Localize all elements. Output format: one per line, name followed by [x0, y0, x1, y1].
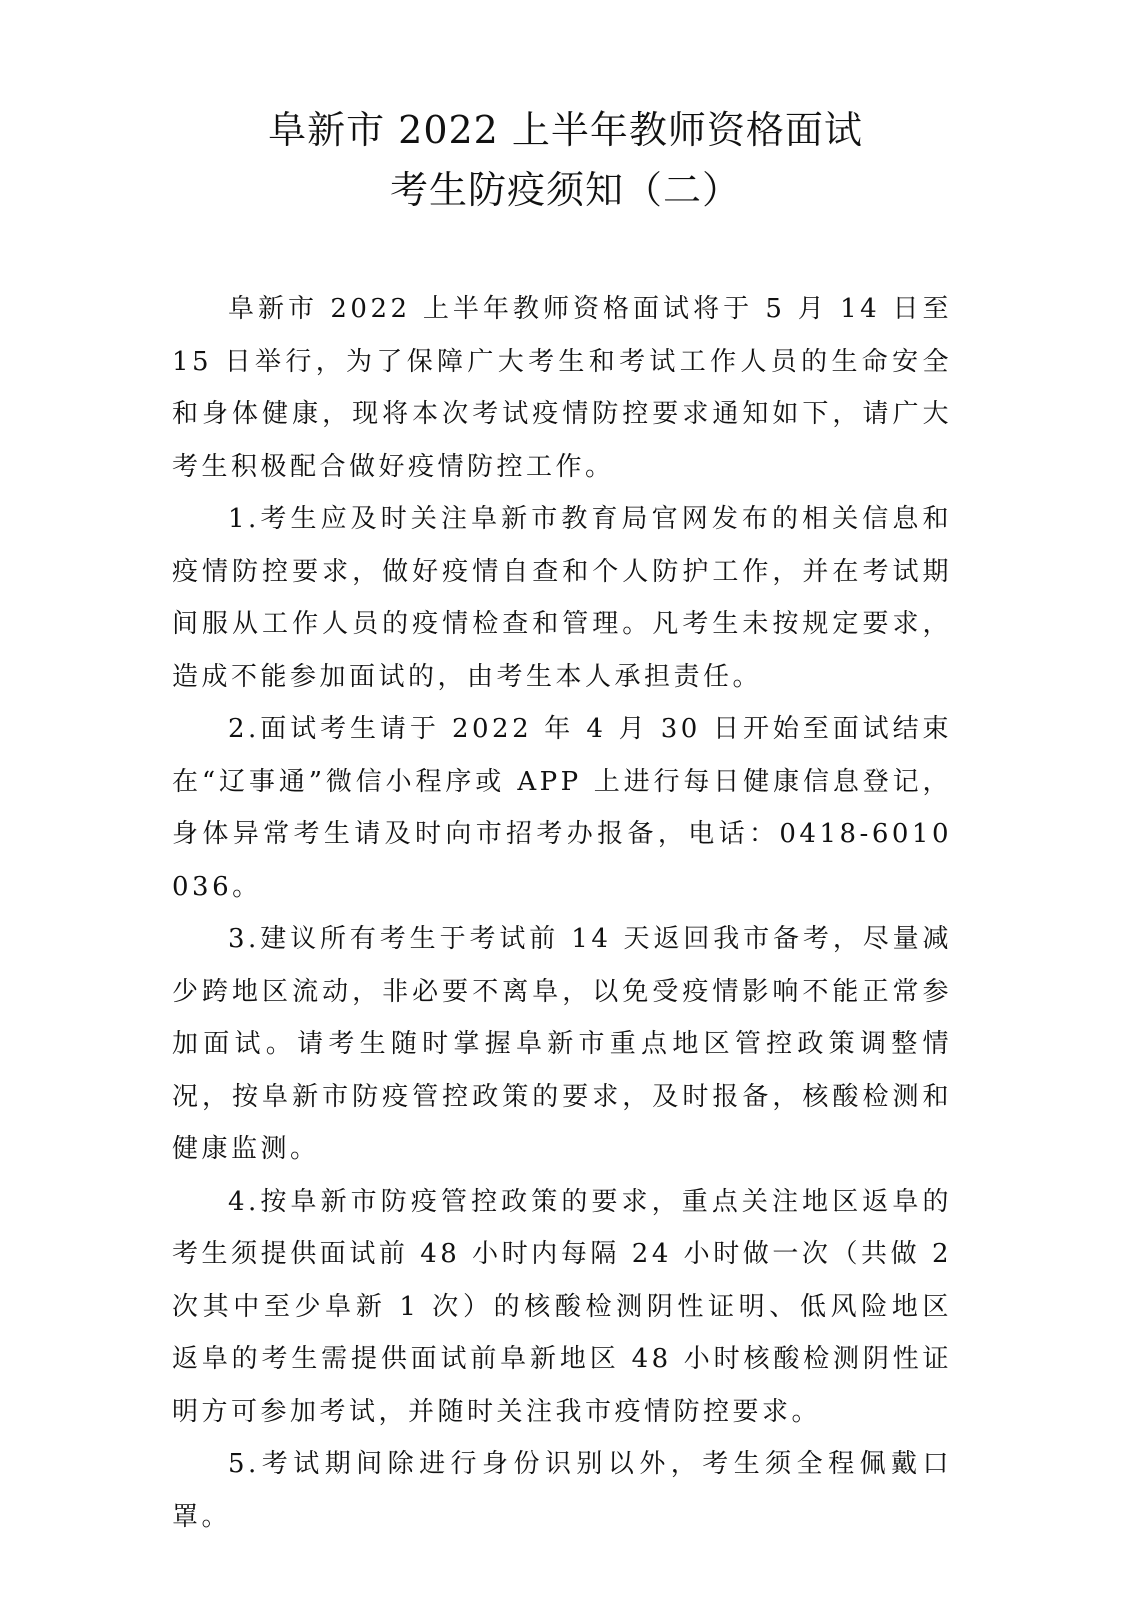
rule-paragraph-1: 1.考生应及时关注阜新市教育局官网发布的相关信息和疫情防控要求，做好疫情自查和个人防护工作，并在考试期间服从工作人员的疫情检查和管理。凡考生未按规定要求，造成不能参加面试的，由考生本人承担责任。: [172, 504, 952, 692]
rule-paragraph-5: 5.考试期间除进行身份识别以外，考生须全程佩戴口罩。: [172, 1449, 952, 1532]
document-title-line2: 考生防疫须知（二）: [389, 168, 741, 212]
rule-paragraph-3: 3.建议所有考生于考试前 14 天返回我市备考，尽量减少跨地区流动，非必要不离阜，以免受疫情影响不能正常参加面试。请考生随时掌握阜新市重点地区管控政策调整情况，按阜新市防疫管控政策的要求，及时报备，核酸检测和健康监测。: [172, 924, 952, 1164]
rule-paragraph-2: 2.面试考生请于 2022 年 4 月 30 日开始至面试结束在“辽事通”微信小程序或 APP 上进行每日健康信息登记，身体异常考生请及时向市招考办报备，电话：0418-6010036。: [172, 714, 952, 902]
intro-paragraph: 阜新市 2022 上半年教师资格面试将于 5 月 14 日至 15 日举行，为了保障广大考生和考试工作人员的生命安全和身体健康，现将本次考试疫情防控要求通知如下，请广大考生积极配合做好疫情防控工作。: [172, 294, 952, 482]
document-title-line1: 阜新市 2022 上半年教师资格面试: [268, 108, 863, 152]
rule-paragraph-4: 4.按阜新市防疫管控政策的要求，重点关注地区返阜的考生须提供面试前 48 小时内每隔 24 小时做一次（共做 2 次其中至少阜新 1 次）的核酸检测阴性证明、低风险地区返阜的考生需提供面试前阜新地区 48 小时核酸检测阴性证明方可参加考试，并随时关注我市疫情防控要求。: [172, 1186, 952, 1427]
document-body: [172, 283, 952, 1543]
